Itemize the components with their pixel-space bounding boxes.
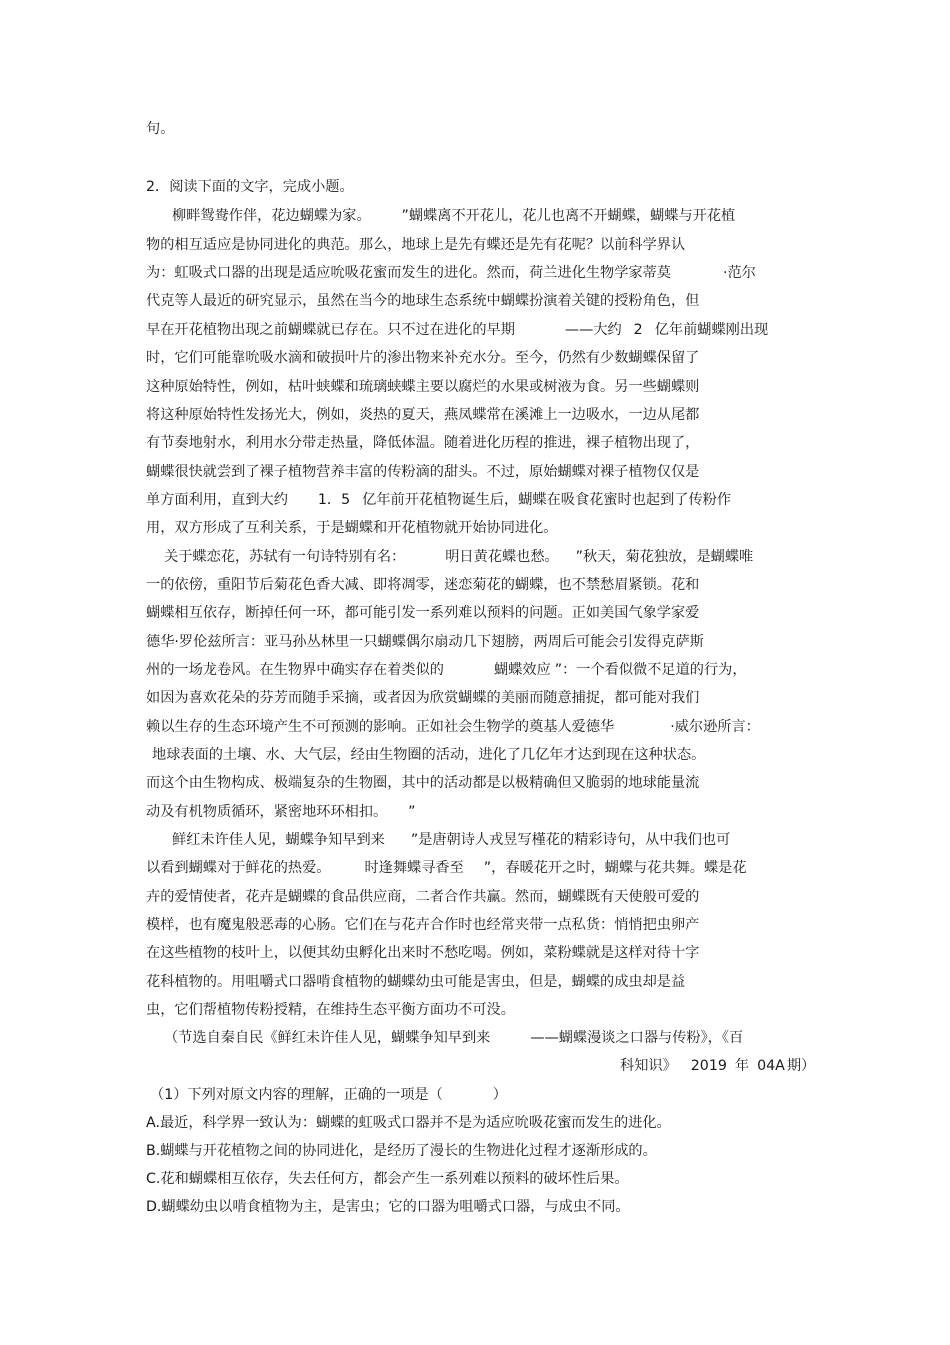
text-segment: 时，它们可能靠吮吸水滴和破损叶片的渗出物来补充水分。至今，仍然有少数蝴蝶保留了 [146, 350, 700, 366]
text-segment: 将这种原始特性发扬光大，例如，炎热的夏天，燕凤蝶常在溪滩上一边吸水，一边从尾都 [146, 407, 700, 423]
text-segment: 虫，它们帮植物传粉授精，在维持生态平衡方面功不可没。 [146, 1002, 515, 1018]
text-segment: 代克等人最近的研究显示，虽然在当今的地球生态系统中蝴蝶扮演着关键的授粉角色，但 [146, 293, 700, 309]
text-segment: 赖以生存的生态环境产生不可预测的影响。正如社会生物学的奠基人爱德华 [146, 719, 615, 735]
text-segment: 地球表面的土壤、水、大气层，经由生物圈的活动，进化了几亿年才达到现在这种状态。 [152, 747, 706, 763]
text-segment: ·范尔 [722, 265, 756, 281]
answer-option-d [146, 1198, 630, 1216]
text-segment: 蝴蝶很快就尝到了裸子植物营养丰富的传粉滴的甜头。不过，原始蝴蝶对裸子植物仅仅是 [146, 464, 700, 480]
text-segment: 04A [757, 1058, 785, 1074]
text-segment: 句。 [146, 121, 175, 137]
text-segment: 模样，也有魔鬼般恶毒的心肠。它们在与花卉合作时也经常夹带一点私货：悄悄把虫卵产 [146, 917, 700, 933]
text-segment: 鲜红未许佳人见，蝴蝶争知早到来 [172, 832, 385, 848]
text-line [146, 888, 699, 906]
text-segment: ”是唐朝诗人戎昱写槿花的精彩诗句，从中我们也可 [410, 832, 731, 848]
text-segment: ”：一个看似微不足道的行为， [554, 662, 747, 678]
answer-option-a [146, 1114, 671, 1132]
text-segment: 用，双方形成了互利关系，于是蝴蝶和开花植物就开始协同进化。 [146, 520, 558, 536]
text-line [146, 576, 699, 594]
text-line [146, 973, 685, 991]
text-line [146, 1001, 515, 1019]
text-segment: 亿年前蝴蝶刚出现 [654, 322, 769, 338]
text-line [146, 236, 685, 254]
text-segment: 2．阅读下面的文字，完成小题。 [146, 179, 354, 195]
text-segment: 柳畔鸳鸯作伴，花边蝴蝶为家。 [172, 208, 364, 224]
text-segment: 德华·罗伦兹所言：亚马孙丛林里一只蝴蝶偶尔扇动几下翅膀，两周后可能会引发得克萨斯 [146, 634, 704, 650]
text-line [146, 519, 557, 537]
text-segment: 以看到蝴蝶对于鲜花的热爱。 [146, 860, 331, 876]
text-line [146, 321, 768, 339]
text-segment: 物的相互适应是协同进化的典范。那么，地球上是先有蝶还是先有花呢？以前科学界认 [146, 237, 686, 253]
text-segment: ——蝴蝶漫谈之口器与传粉》，《百 [530, 1030, 744, 1046]
text-segment: 科知识》 [620, 1058, 677, 1074]
text-line [146, 120, 174, 138]
text-segment: 有节奏地射水，利用水分带走热量，降低体温。随着进化历程的推进，裸子植物出现了， [146, 435, 700, 451]
text-segment: ·威尔逊所言： [670, 719, 760, 735]
text-segment: ”，春暖花开之时，蝴蝶与花共舞。蝶是花 [483, 860, 747, 876]
text-line [146, 916, 699, 934]
text-line [146, 633, 704, 651]
text-line [146, 944, 699, 962]
source-citation [164, 1029, 743, 1047]
text-segment: 明日黄花蝶也愁。 [445, 549, 552, 565]
text-segment: （1）下列对原文内容的理解，正确的一项是（ [150, 1087, 443, 1103]
text-line [146, 463, 699, 481]
text-segment: 这种原始特性，例如，枯叶蛱蝶和琉璃蛱蝶主要以腐烂的水果或树液为食。另一些蝴蝶则 [146, 379, 700, 395]
text-segment: 关于蝶恋花，苏轼有一句诗特别有名： [164, 549, 406, 565]
text-segment: B.蝴蝶与开花植物之间的协同进化，是经历了漫长的生物进化过程才逐渐形成的。 [146, 1143, 657, 1159]
text-line [146, 491, 731, 509]
text-segment: 早在开花植物出现之前蝴蝶就已存在。只不过在进化的早期 [146, 322, 515, 338]
text-segment: 卉的爱情使者，花卉是蝴蝶的食品供应商，二者合作共赢。然而，蝴蝶既有天使般可爱的 [146, 889, 700, 905]
text-line [146, 264, 756, 282]
text-segment: 动及有机物质循环，紧密地环环相扣。 [146, 804, 381, 820]
text-line [146, 349, 699, 367]
question-stem [150, 1086, 507, 1104]
text-line [172, 207, 735, 225]
text-line [146, 803, 415, 821]
text-segment: 为：虹吸式口器的出现是适应吮吸花蜜而发生的进化。然而，荷兰进化生物学家蒂莫 [146, 265, 671, 281]
source-citation [620, 1057, 815, 1075]
text-segment: 而这个由生物构成、极端复杂的生物圈，其中的活动都是以极精确但又脆弱的地球能量流 [146, 775, 700, 791]
text-segment: （节选自秦自民《鲜红未许佳人见，蝴蝶争知早到来 [164, 1030, 491, 1046]
text-line [146, 718, 760, 736]
text-line [146, 434, 699, 452]
text-segment: ” [408, 804, 416, 820]
text-line [146, 378, 699, 396]
text-segment: 蝴蝶相互依存，断掉任何一环，都可能引发一系列难以预料的问题。正如美国气象学家爱 [146, 605, 700, 621]
text-segment: ） [492, 1087, 507, 1103]
text-segment: 州的一场龙卷风。在生物界中确实存在着类似的 [146, 662, 444, 678]
answer-option-b [146, 1142, 657, 1160]
text-line [164, 548, 753, 566]
text-segment: A.最近，科学界一致认为：蝴蝶的虹吸式口器并不是为适应吮吸花蜜而发生的进化。 [146, 1115, 671, 1131]
question-heading [146, 178, 354, 196]
text-segment: 如因为喜欢花朵的芬芳而随手采摘，或者因为欣赏蝴蝶的美丽而随意捕捉，都可能对我们 [146, 690, 700, 706]
text-line [146, 604, 699, 622]
text-segment: ——大约 [564, 322, 622, 338]
text-segment: ”秋天，菊花独放，是蝴蝶唯 [575, 549, 754, 565]
text-segment: 时逢舞蝶寻香至 [364, 860, 464, 876]
text-line [146, 406, 699, 424]
text-segment: 年 [734, 1058, 750, 1074]
text-segment: 亿年前开花植物诞生后，蝴蝶在吸食花蜜时也起到了传粉作 [362, 492, 732, 508]
text-segment: 期） [786, 1058, 816, 1074]
text-line [152, 746, 705, 764]
text-segment: 花科植物的。用咀嚼式口器啃食植物的蝴蝶幼虫可能是害虫，但是，蝴蝶的成虫却是益 [146, 974, 686, 990]
text-segment: ”蝴蝶离不开花儿，花儿也离不开蝴蝶，蝴蝶与开花植 [401, 208, 736, 224]
text-segment: 单方面利用，直到大约 [146, 492, 288, 508]
text-segment: 1．5 [317, 492, 351, 508]
text-line [146, 292, 699, 310]
answer-option-c [146, 1170, 629, 1188]
text-segment: 蝴蝶效应 [493, 662, 551, 678]
text-segment: 2019 [690, 1058, 727, 1074]
text-line [146, 859, 747, 877]
text-line [146, 774, 699, 792]
text-segment: 在这些植物的枝叶上，以便其幼虫孵化出来时不愁吃喝。例如，菜粉蝶就是这样对待十字 [146, 945, 700, 961]
text-line [146, 661, 747, 679]
text-segment: 2 [633, 322, 643, 338]
text-line [172, 831, 730, 849]
text-segment: C.花和蝴蝶相互依存，失去任何方，都会产生一系列难以预料的破坏性后果。 [146, 1171, 629, 1187]
text-segment: 一的依傍，重阳节后菊花色香大减、即将凋零，迷恋菊花的蝴蝶，也不禁愁眉紧锁。花和 [146, 577, 700, 593]
text-segment: D.蝴蝶幼虫以啃食植物为主，是害虫；它的口器为咀嚼式口器，与成虫不同。 [146, 1199, 630, 1215]
text-line [146, 689, 699, 707]
